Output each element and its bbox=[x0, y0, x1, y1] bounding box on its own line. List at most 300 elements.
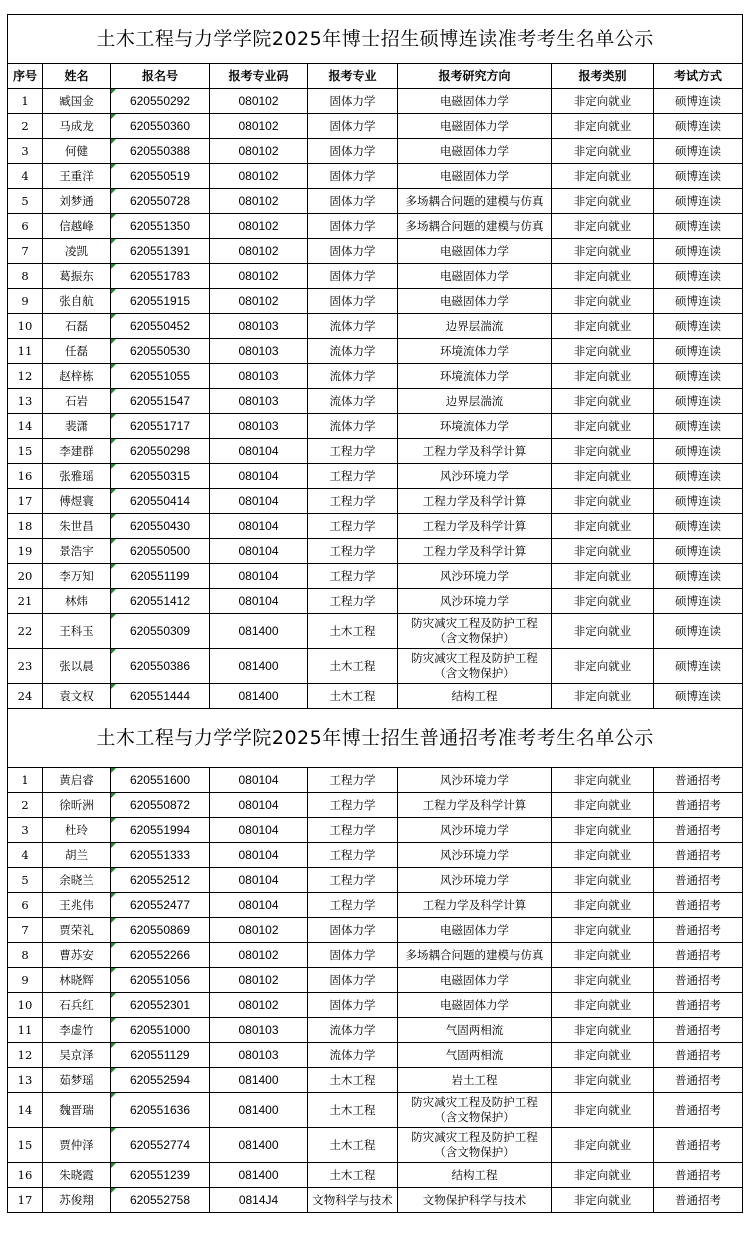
cell-direction[interactable]: 结构工程 bbox=[398, 684, 552, 709]
cell-major[interactable]: 工程力学 bbox=[308, 514, 398, 539]
cell-seq[interactable]: 18 bbox=[8, 514, 43, 539]
cell-exam-mode[interactable]: 硕博连读 bbox=[654, 414, 743, 439]
cell-major[interactable]: 工程力学 bbox=[308, 843, 398, 868]
cell-reg-no[interactable]: 620550872 bbox=[111, 793, 210, 818]
cell-exam-mode[interactable]: 硕博连读 bbox=[654, 389, 743, 414]
cell-direction[interactable]: 风沙环境力学 bbox=[398, 589, 552, 614]
cell-major[interactable]: 固体力学 bbox=[308, 264, 398, 289]
cell-direction[interactable]: 多场耦合问题的建模与仿真 bbox=[398, 189, 552, 214]
cell-reg-no[interactable]: 620550386 bbox=[111, 649, 210, 684]
cell-name[interactable]: 景浩宇 bbox=[43, 539, 111, 564]
cell-direction[interactable]: 防灾减灾工程及防护工程（含文物保护） bbox=[398, 1128, 552, 1163]
cell-exam-mode[interactable]: 普通招考 bbox=[654, 918, 743, 943]
cell-major-code[interactable]: 080102 bbox=[210, 943, 308, 968]
cell-major[interactable]: 固体力学 bbox=[308, 164, 398, 189]
cell-major-code[interactable]: 080104 bbox=[210, 514, 308, 539]
cell-name[interactable]: 吴京泽 bbox=[43, 1043, 111, 1068]
cell-exam-mode[interactable]: 普通招考 bbox=[654, 843, 743, 868]
cell-exam-mode[interactable]: 普通招考 bbox=[654, 793, 743, 818]
cell-reg-no[interactable]: 620551412 bbox=[111, 589, 210, 614]
cell-name[interactable]: 凌凯 bbox=[43, 239, 111, 264]
cell-major-code[interactable]: 080104 bbox=[210, 464, 308, 489]
cell-exam-mode[interactable]: 普通招考 bbox=[654, 993, 743, 1018]
cell-major-code[interactable]: 080102 bbox=[210, 214, 308, 239]
cell-seq[interactable]: 14 bbox=[8, 414, 43, 439]
cell-name[interactable]: 魏晋瑞 bbox=[43, 1093, 111, 1128]
cell-seq[interactable]: 12 bbox=[8, 364, 43, 389]
cell-major-code[interactable]: 081400 bbox=[210, 649, 308, 684]
cell-major[interactable]: 流体力学 bbox=[308, 339, 398, 364]
cell-major-code[interactable]: 081400 bbox=[210, 684, 308, 709]
cell-reg-no[interactable]: 620550298 bbox=[111, 439, 210, 464]
cell-direction[interactable]: 边界层湍流 bbox=[398, 389, 552, 414]
cell-seq[interactable]: 24 bbox=[8, 684, 43, 709]
cell-category[interactable]: 非定向就业 bbox=[552, 968, 654, 993]
cell-direction[interactable]: 工程力学及科学计算 bbox=[398, 793, 552, 818]
cell-seq[interactable]: 5 bbox=[8, 868, 43, 893]
cell-direction[interactable]: 工程力学及科学计算 bbox=[398, 514, 552, 539]
cell-category[interactable]: 非定向就业 bbox=[552, 164, 654, 189]
cell-exam-mode[interactable]: 硕博连读 bbox=[654, 289, 743, 314]
cell-category[interactable]: 非定向就业 bbox=[552, 1188, 654, 1213]
cell-direction[interactable]: 防灾减灾工程及防护工程（含文物保护） bbox=[398, 1093, 552, 1128]
cell-name[interactable]: 石磊 bbox=[43, 314, 111, 339]
cell-seq[interactable]: 21 bbox=[8, 589, 43, 614]
cell-major-code[interactable]: 080102 bbox=[210, 968, 308, 993]
cell-category[interactable]: 非定向就业 bbox=[552, 189, 654, 214]
cell-direction[interactable]: 电磁固体力学 bbox=[398, 264, 552, 289]
cell-major-code[interactable]: 080104 bbox=[210, 539, 308, 564]
cell-category[interactable]: 非定向就业 bbox=[552, 843, 654, 868]
cell-name[interactable]: 余晓兰 bbox=[43, 868, 111, 893]
cell-name[interactable]: 裴潇 bbox=[43, 414, 111, 439]
cell-major-code[interactable]: 080104 bbox=[210, 793, 308, 818]
cell-seq[interactable]: 1 bbox=[8, 768, 43, 793]
cell-category[interactable]: 非定向就业 bbox=[552, 414, 654, 439]
cell-direction[interactable]: 电磁固体力学 bbox=[398, 114, 552, 139]
cell-major-code[interactable]: 080103 bbox=[210, 1018, 308, 1043]
cell-exam-mode[interactable]: 硕博连读 bbox=[654, 489, 743, 514]
cell-seq[interactable]: 6 bbox=[8, 214, 43, 239]
cell-seq[interactable]: 10 bbox=[8, 993, 43, 1018]
cell-direction[interactable]: 风沙环境力学 bbox=[398, 818, 552, 843]
cell-major[interactable]: 工程力学 bbox=[308, 439, 398, 464]
cell-major[interactable]: 固体力学 bbox=[308, 239, 398, 264]
cell-reg-no[interactable]: 620551994 bbox=[111, 818, 210, 843]
cell-major[interactable]: 流体力学 bbox=[308, 314, 398, 339]
cell-seq[interactable]: 7 bbox=[8, 239, 43, 264]
cell-category[interactable]: 非定向就业 bbox=[552, 649, 654, 684]
cell-seq[interactable]: 6 bbox=[8, 893, 43, 918]
cell-exam-mode[interactable]: 普通招考 bbox=[654, 893, 743, 918]
cell-direction[interactable]: 电磁固体力学 bbox=[398, 164, 552, 189]
cell-reg-no[interactable]: 620550519 bbox=[111, 164, 210, 189]
cell-reg-no[interactable]: 620550315 bbox=[111, 464, 210, 489]
cell-exam-mode[interactable]: 普通招考 bbox=[654, 1163, 743, 1188]
cell-seq[interactable]: 19 bbox=[8, 539, 43, 564]
cell-seq[interactable]: 8 bbox=[8, 264, 43, 289]
cell-major[interactable]: 固体力学 bbox=[308, 189, 398, 214]
cell-seq[interactable]: 20 bbox=[8, 564, 43, 589]
cell-name[interactable]: 信越峰 bbox=[43, 214, 111, 239]
cell-major-code[interactable]: 080104 bbox=[210, 564, 308, 589]
cell-category[interactable]: 非定向就业 bbox=[552, 918, 654, 943]
cell-exam-mode[interactable]: 普通招考 bbox=[654, 818, 743, 843]
cell-name[interactable]: 任磊 bbox=[43, 339, 111, 364]
cell-name[interactable]: 张自航 bbox=[43, 289, 111, 314]
cell-major-code[interactable]: 081400 bbox=[210, 1163, 308, 1188]
cell-exam-mode[interactable]: 硕博连读 bbox=[654, 239, 743, 264]
cell-exam-mode[interactable]: 硕博连读 bbox=[654, 564, 743, 589]
cell-exam-mode[interactable]: 硕博连读 bbox=[654, 114, 743, 139]
cell-seq[interactable]: 2 bbox=[8, 114, 43, 139]
cell-category[interactable]: 非定向就业 bbox=[552, 139, 654, 164]
cell-direction[interactable]: 风沙环境力学 bbox=[398, 464, 552, 489]
cell-category[interactable]: 非定向就业 bbox=[552, 239, 654, 264]
cell-exam-mode[interactable]: 硕博连读 bbox=[654, 439, 743, 464]
cell-direction[interactable]: 气固两相流 bbox=[398, 1018, 552, 1043]
cell-name[interactable]: 徐昕洲 bbox=[43, 793, 111, 818]
cell-category[interactable]: 非定向就业 bbox=[552, 1093, 654, 1128]
cell-reg-no[interactable]: 620551915 bbox=[111, 289, 210, 314]
cell-major[interactable]: 固体力学 bbox=[308, 993, 398, 1018]
cell-major[interactable]: 土木工程 bbox=[308, 1068, 398, 1093]
cell-category[interactable]: 非定向就业 bbox=[552, 439, 654, 464]
cell-category[interactable]: 非定向就业 bbox=[552, 768, 654, 793]
cell-major[interactable]: 工程力学 bbox=[308, 768, 398, 793]
cell-name[interactable]: 张以晨 bbox=[43, 649, 111, 684]
cell-exam-mode[interactable]: 硕博连读 bbox=[654, 614, 743, 649]
cell-exam-mode[interactable]: 普通招考 bbox=[654, 943, 743, 968]
cell-major-code[interactable]: 080102 bbox=[210, 918, 308, 943]
cell-reg-no[interactable]: 620552512 bbox=[111, 868, 210, 893]
cell-major[interactable]: 工程力学 bbox=[308, 564, 398, 589]
cell-reg-no[interactable]: 620552758 bbox=[111, 1188, 210, 1213]
cell-seq[interactable]: 4 bbox=[8, 164, 43, 189]
cell-exam-mode[interactable]: 硕博连读 bbox=[654, 264, 743, 289]
cell-reg-no[interactable]: 620551333 bbox=[111, 843, 210, 868]
cell-direction[interactable]: 风沙环境力学 bbox=[398, 564, 552, 589]
cell-direction[interactable]: 工程力学及科学计算 bbox=[398, 489, 552, 514]
cell-category[interactable]: 非定向就业 bbox=[552, 514, 654, 539]
cell-name[interactable]: 王兆伟 bbox=[43, 893, 111, 918]
cell-direction[interactable]: 岩土工程 bbox=[398, 1068, 552, 1093]
cell-major[interactable]: 土木工程 bbox=[308, 1093, 398, 1128]
cell-exam-mode[interactable]: 硕博连读 bbox=[654, 214, 743, 239]
cell-reg-no[interactable]: 620550360 bbox=[111, 114, 210, 139]
cell-category[interactable]: 非定向就业 bbox=[552, 1163, 654, 1188]
cell-major-code[interactable]: 081400 bbox=[210, 1128, 308, 1163]
cell-seq[interactable]: 8 bbox=[8, 943, 43, 968]
cell-exam-mode[interactable]: 硕博连读 bbox=[654, 139, 743, 164]
cell-direction[interactable]: 电磁固体力学 bbox=[398, 289, 552, 314]
cell-direction[interactable]: 风沙环境力学 bbox=[398, 768, 552, 793]
cell-exam-mode[interactable]: 硕博连读 bbox=[654, 649, 743, 684]
cell-category[interactable]: 非定向就业 bbox=[552, 339, 654, 364]
cell-name[interactable]: 石兵红 bbox=[43, 993, 111, 1018]
cell-name[interactable]: 苏俊翔 bbox=[43, 1188, 111, 1213]
cell-direction[interactable]: 电磁固体力学 bbox=[398, 89, 552, 114]
cell-exam-mode[interactable]: 硕博连读 bbox=[654, 164, 743, 189]
cell-major-code[interactable]: 080103 bbox=[210, 1043, 308, 1068]
cell-seq[interactable]: 12 bbox=[8, 1043, 43, 1068]
cell-exam-mode[interactable]: 硕博连读 bbox=[654, 464, 743, 489]
cell-seq[interactable]: 15 bbox=[8, 439, 43, 464]
cell-name[interactable]: 贾荣礼 bbox=[43, 918, 111, 943]
cell-exam-mode[interactable]: 普通招考 bbox=[654, 1188, 743, 1213]
cell-category[interactable]: 非定向就业 bbox=[552, 943, 654, 968]
cell-direction[interactable]: 电磁固体力学 bbox=[398, 918, 552, 943]
cell-name[interactable]: 朱晓霞 bbox=[43, 1163, 111, 1188]
cell-category[interactable]: 非定向就业 bbox=[552, 114, 654, 139]
cell-major-code[interactable]: 080103 bbox=[210, 389, 308, 414]
cell-name[interactable]: 王重洋 bbox=[43, 164, 111, 189]
cell-name[interactable]: 茹梦瑶 bbox=[43, 1068, 111, 1093]
cell-reg-no[interactable]: 620551547 bbox=[111, 389, 210, 414]
cell-reg-no[interactable]: 620550500 bbox=[111, 539, 210, 564]
cell-seq[interactable]: 9 bbox=[8, 289, 43, 314]
cell-reg-no[interactable]: 620552774 bbox=[111, 1128, 210, 1163]
cell-category[interactable]: 非定向就业 bbox=[552, 818, 654, 843]
cell-reg-no[interactable]: 620551239 bbox=[111, 1163, 210, 1188]
cell-category[interactable]: 非定向就业 bbox=[552, 793, 654, 818]
cell-reg-no[interactable]: 620550452 bbox=[111, 314, 210, 339]
cell-exam-mode[interactable]: 普通招考 bbox=[654, 1128, 743, 1163]
cell-reg-no[interactable]: 620551444 bbox=[111, 684, 210, 709]
cell-seq[interactable]: 3 bbox=[8, 818, 43, 843]
cell-category[interactable]: 非定向就业 bbox=[552, 1018, 654, 1043]
cell-major-code[interactable]: 080104 bbox=[210, 439, 308, 464]
cell-major[interactable]: 工程力学 bbox=[308, 893, 398, 918]
cell-major-code[interactable]: 081400 bbox=[210, 1068, 308, 1093]
cell-seq[interactable]: 2 bbox=[8, 793, 43, 818]
cell-direction[interactable]: 防灾减灾工程及防护工程（含文物保护） bbox=[398, 649, 552, 684]
cell-name[interactable]: 葛振东 bbox=[43, 264, 111, 289]
cell-major-code[interactable]: 080102 bbox=[210, 139, 308, 164]
cell-major[interactable]: 流体力学 bbox=[308, 414, 398, 439]
cell-direction[interactable]: 工程力学及科学计算 bbox=[398, 439, 552, 464]
cell-seq[interactable]: 15 bbox=[8, 1128, 43, 1163]
cell-direction[interactable]: 多场耦合问题的建模与仿真 bbox=[398, 214, 552, 239]
cell-seq[interactable]: 16 bbox=[8, 1163, 43, 1188]
cell-name[interactable]: 袁文权 bbox=[43, 684, 111, 709]
cell-direction[interactable]: 环境流体力学 bbox=[398, 364, 552, 389]
cell-major-code[interactable]: 080104 bbox=[210, 893, 308, 918]
cell-major[interactable]: 固体力学 bbox=[308, 918, 398, 943]
cell-reg-no[interactable]: 620551783 bbox=[111, 264, 210, 289]
cell-major[interactable]: 工程力学 bbox=[308, 539, 398, 564]
cell-direction[interactable]: 电磁固体力学 bbox=[398, 993, 552, 1018]
cell-major-code[interactable]: 080103 bbox=[210, 314, 308, 339]
cell-major[interactable]: 固体力学 bbox=[308, 139, 398, 164]
cell-major[interactable]: 固体力学 bbox=[308, 214, 398, 239]
cell-major[interactable]: 工程力学 bbox=[308, 868, 398, 893]
cell-exam-mode[interactable]: 硕博连读 bbox=[654, 684, 743, 709]
cell-direction[interactable]: 文物保护科学与技术 bbox=[398, 1188, 552, 1213]
cell-major-code[interactable]: 080102 bbox=[210, 289, 308, 314]
cell-seq[interactable]: 4 bbox=[8, 843, 43, 868]
cell-direction[interactable]: 环境流体力学 bbox=[398, 339, 552, 364]
cell-major[interactable]: 流体力学 bbox=[308, 1018, 398, 1043]
cell-major-code[interactable]: 080104 bbox=[210, 818, 308, 843]
cell-exam-mode[interactable]: 普通招考 bbox=[654, 768, 743, 793]
cell-reg-no[interactable]: 620550728 bbox=[111, 189, 210, 214]
cell-exam-mode[interactable]: 硕博连读 bbox=[654, 364, 743, 389]
cell-name[interactable]: 胡兰 bbox=[43, 843, 111, 868]
cell-major-code[interactable]: 0814J4 bbox=[210, 1188, 308, 1213]
cell-exam-mode[interactable]: 硕博连读 bbox=[654, 514, 743, 539]
cell-major[interactable]: 流体力学 bbox=[308, 389, 398, 414]
cell-major[interactable]: 文物科学与技术 bbox=[308, 1188, 398, 1213]
cell-direction[interactable]: 风沙环境力学 bbox=[398, 843, 552, 868]
cell-seq[interactable]: 5 bbox=[8, 189, 43, 214]
cell-reg-no[interactable]: 620551055 bbox=[111, 364, 210, 389]
cell-reg-no[interactable]: 620552301 bbox=[111, 993, 210, 1018]
cell-reg-no[interactable]: 620551391 bbox=[111, 239, 210, 264]
cell-name[interactable]: 林晓辉 bbox=[43, 968, 111, 993]
cell-name[interactable]: 王科玉 bbox=[43, 614, 111, 649]
cell-category[interactable]: 非定向就业 bbox=[552, 264, 654, 289]
cell-major-code[interactable]: 080104 bbox=[210, 589, 308, 614]
cell-category[interactable]: 非定向就业 bbox=[552, 564, 654, 589]
cell-major-code[interactable]: 080102 bbox=[210, 239, 308, 264]
cell-seq[interactable]: 13 bbox=[8, 389, 43, 414]
cell-name[interactable]: 朱世昌 bbox=[43, 514, 111, 539]
cell-category[interactable]: 非定向就业 bbox=[552, 614, 654, 649]
cell-seq[interactable]: 3 bbox=[8, 139, 43, 164]
cell-category[interactable]: 非定向就业 bbox=[552, 684, 654, 709]
cell-category[interactable]: 非定向就业 bbox=[552, 868, 654, 893]
cell-reg-no[interactable]: 620550309 bbox=[111, 614, 210, 649]
cell-category[interactable]: 非定向就业 bbox=[552, 1128, 654, 1163]
cell-category[interactable]: 非定向就业 bbox=[552, 539, 654, 564]
cell-category[interactable]: 非定向就业 bbox=[552, 314, 654, 339]
cell-exam-mode[interactable]: 普通招考 bbox=[654, 868, 743, 893]
cell-category[interactable]: 非定向就业 bbox=[552, 1068, 654, 1093]
cell-category[interactable]: 非定向就业 bbox=[552, 489, 654, 514]
cell-exam-mode[interactable]: 普通招考 bbox=[654, 1018, 743, 1043]
cell-major-code[interactable]: 080102 bbox=[210, 114, 308, 139]
cell-major[interactable]: 土木工程 bbox=[308, 1128, 398, 1163]
cell-direction[interactable]: 结构工程 bbox=[398, 1163, 552, 1188]
cell-reg-no[interactable]: 620550869 bbox=[111, 918, 210, 943]
cell-name[interactable]: 李建群 bbox=[43, 439, 111, 464]
cell-major[interactable]: 固体力学 bbox=[308, 943, 398, 968]
cell-major-code[interactable]: 080102 bbox=[210, 89, 308, 114]
cell-major-code[interactable]: 080104 bbox=[210, 489, 308, 514]
cell-major-code[interactable]: 080104 bbox=[210, 843, 308, 868]
cell-seq[interactable]: 9 bbox=[8, 968, 43, 993]
cell-direction[interactable]: 电磁固体力学 bbox=[398, 968, 552, 993]
cell-exam-mode[interactable]: 普通招考 bbox=[654, 1043, 743, 1068]
cell-category[interactable]: 非定向就业 bbox=[552, 289, 654, 314]
cell-major[interactable]: 固体力学 bbox=[308, 89, 398, 114]
cell-reg-no[interactable]: 620551636 bbox=[111, 1093, 210, 1128]
cell-major[interactable]: 工程力学 bbox=[308, 464, 398, 489]
cell-major-code[interactable]: 080104 bbox=[210, 868, 308, 893]
cell-seq[interactable]: 16 bbox=[8, 464, 43, 489]
cell-name[interactable]: 曹苏安 bbox=[43, 943, 111, 968]
cell-name[interactable]: 黄启睿 bbox=[43, 768, 111, 793]
cell-reg-no[interactable]: 620551717 bbox=[111, 414, 210, 439]
cell-exam-mode[interactable]: 硕博连读 bbox=[654, 339, 743, 364]
cell-seq[interactable]: 1 bbox=[8, 89, 43, 114]
cell-name[interactable]: 马成龙 bbox=[43, 114, 111, 139]
cell-major-code[interactable]: 080103 bbox=[210, 414, 308, 439]
cell-category[interactable]: 非定向就业 bbox=[552, 893, 654, 918]
cell-major[interactable]: 工程力学 bbox=[308, 818, 398, 843]
cell-seq[interactable]: 13 bbox=[8, 1068, 43, 1093]
cell-seq[interactable]: 14 bbox=[8, 1093, 43, 1128]
cell-reg-no[interactable]: 620551199 bbox=[111, 564, 210, 589]
cell-direction[interactable]: 电磁固体力学 bbox=[398, 139, 552, 164]
cell-seq[interactable]: 23 bbox=[8, 649, 43, 684]
cell-major[interactable]: 工程力学 bbox=[308, 489, 398, 514]
cell-reg-no[interactable]: 620550430 bbox=[111, 514, 210, 539]
cell-reg-no[interactable]: 620551600 bbox=[111, 768, 210, 793]
cell-name[interactable]: 刘梦通 bbox=[43, 189, 111, 214]
cell-name[interactable]: 石岩 bbox=[43, 389, 111, 414]
cell-reg-no[interactable]: 620550388 bbox=[111, 139, 210, 164]
cell-name[interactable]: 张雅瑶 bbox=[43, 464, 111, 489]
cell-major[interactable]: 固体力学 bbox=[308, 114, 398, 139]
cell-seq[interactable]: 7 bbox=[8, 918, 43, 943]
cell-major-code[interactable]: 080102 bbox=[210, 189, 308, 214]
cell-reg-no[interactable]: 620552477 bbox=[111, 893, 210, 918]
cell-major-code[interactable]: 081400 bbox=[210, 614, 308, 649]
cell-seq[interactable]: 11 bbox=[8, 1018, 43, 1043]
cell-name[interactable]: 赵梓栋 bbox=[43, 364, 111, 389]
cell-name[interactable]: 傅煜寰 bbox=[43, 489, 111, 514]
cell-major-code[interactable]: 080102 bbox=[210, 993, 308, 1018]
cell-direction[interactable]: 气固两相流 bbox=[398, 1043, 552, 1068]
cell-exam-mode[interactable]: 普通招考 bbox=[654, 1093, 743, 1128]
cell-major-code[interactable]: 080104 bbox=[210, 768, 308, 793]
cell-direction[interactable]: 风沙环境力学 bbox=[398, 868, 552, 893]
cell-direction[interactable]: 多场耦合问题的建模与仿真 bbox=[398, 943, 552, 968]
cell-seq[interactable]: 17 bbox=[8, 1188, 43, 1213]
cell-reg-no[interactable]: 620552266 bbox=[111, 943, 210, 968]
cell-name[interactable]: 杜玲 bbox=[43, 818, 111, 843]
cell-exam-mode[interactable]: 硕博连读 bbox=[654, 539, 743, 564]
cell-major-code[interactable]: 080103 bbox=[210, 339, 308, 364]
cell-reg-no[interactable]: 620550530 bbox=[111, 339, 210, 364]
cell-major[interactable]: 流体力学 bbox=[308, 1043, 398, 1068]
cell-reg-no[interactable]: 620551350 bbox=[111, 214, 210, 239]
cell-direction[interactable]: 工程力学及科学计算 bbox=[398, 539, 552, 564]
cell-reg-no[interactable]: 620551056 bbox=[111, 968, 210, 993]
cell-exam-mode[interactable]: 硕博连读 bbox=[654, 89, 743, 114]
cell-reg-no[interactable]: 620552594 bbox=[111, 1068, 210, 1093]
cell-seq[interactable]: 11 bbox=[8, 339, 43, 364]
cell-exam-mode[interactable]: 硕博连读 bbox=[654, 589, 743, 614]
cell-major-code[interactable]: 080102 bbox=[210, 264, 308, 289]
cell-name[interactable]: 李虚竹 bbox=[43, 1018, 111, 1043]
cell-reg-no[interactable]: 620551129 bbox=[111, 1043, 210, 1068]
cell-name[interactable]: 林炜 bbox=[43, 589, 111, 614]
cell-reg-no[interactable]: 620550414 bbox=[111, 489, 210, 514]
cell-category[interactable]: 非定向就业 bbox=[552, 1043, 654, 1068]
cell-category[interactable]: 非定向就业 bbox=[552, 89, 654, 114]
cell-major[interactable]: 土木工程 bbox=[308, 1163, 398, 1188]
cell-exam-mode[interactable]: 硕博连读 bbox=[654, 314, 743, 339]
cell-major[interactable]: 流体力学 bbox=[308, 364, 398, 389]
cell-direction[interactable]: 环境流体力学 bbox=[398, 414, 552, 439]
cell-exam-mode[interactable]: 硕博连读 bbox=[654, 189, 743, 214]
cell-category[interactable]: 非定向就业 bbox=[552, 589, 654, 614]
cell-direction[interactable]: 防灾减灾工程及防护工程（含文物保护） bbox=[398, 614, 552, 649]
cell-major[interactable]: 固体力学 bbox=[308, 289, 398, 314]
